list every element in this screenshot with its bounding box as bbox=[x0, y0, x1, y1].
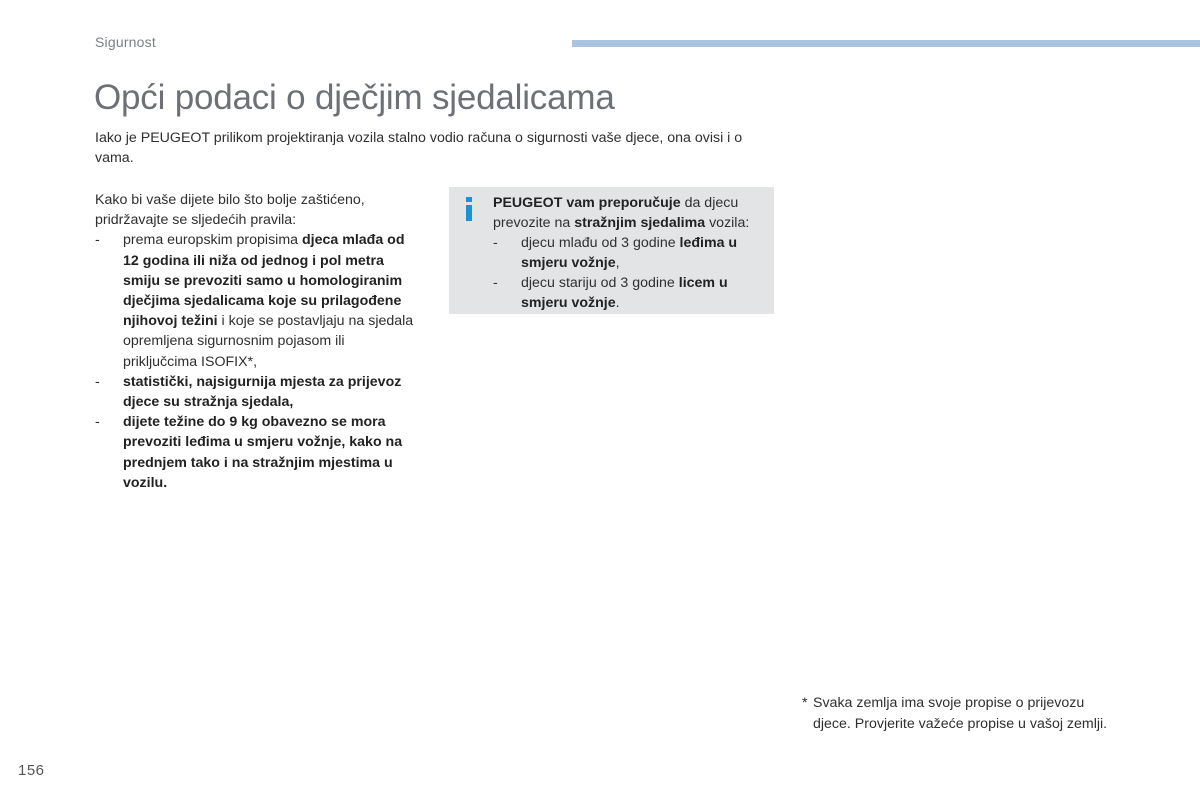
list-dash: - bbox=[95, 414, 100, 431]
info-icon bbox=[463, 197, 475, 221]
footnote bbox=[802, 693, 1122, 734]
item-bold-text: djeca mlađa od 12 godina ili niža od jednog i pol metra smiju se prevoziti samo u homologiranim dječjima sjedalicama koje su prilagođene njihovoj težini bbox=[123, 232, 405, 330]
info-box bbox=[449, 187, 774, 314]
item-text: prema europskim propisima bbox=[123, 232, 302, 249]
list-item bbox=[95, 372, 420, 412]
item-text: djecu mlađu od 3 godine bbox=[521, 235, 680, 251]
item-text: i koje se postavljaju na sjedala opremljena sigurnosnim pojasom ili priključcima ISOFIX*, bbox=[123, 313, 414, 370]
section-label: Sigurnost bbox=[95, 34, 156, 50]
list-dash: - bbox=[95, 373, 100, 390]
info-list bbox=[493, 233, 768, 313]
item-bold-text: leđima u smjeru vožnje bbox=[521, 235, 738, 271]
header-bar bbox=[572, 40, 1200, 47]
safety-rules-column bbox=[95, 190, 420, 493]
page-number: 156 bbox=[18, 762, 45, 779]
footnote-star: * bbox=[802, 695, 808, 711]
footnote-text: Svaka zemlja ima svoje propise o prijevozu djece. Provjerite važeće propise u vašoj zemlji. bbox=[813, 695, 1108, 732]
info-lead-mid: da djecu prevozite na bbox=[493, 195, 739, 231]
item-bold-text: licem u smjeru vožnje bbox=[521, 275, 728, 311]
list-item bbox=[95, 412, 420, 493]
info-lead-bold: PEUGEOT vam preporučuje bbox=[493, 195, 681, 211]
item-bold-text: dijete težine do 9 kg obavezno se mora prevoziti leđima u smjeru vožnje, kako na prednjem tako i na stražnjim mjestima u vozilu. bbox=[123, 414, 403, 491]
list-dash: - bbox=[493, 235, 498, 251]
intro-paragraph: Iako je PEUGEOT prilikom projektiranja vozila stalno vodio računa o sigurnosti vaše djece, ona ovisi i o vama. bbox=[95, 130, 743, 166]
item-text: . bbox=[615, 295, 620, 311]
info-text bbox=[493, 193, 768, 313]
list-dash: - bbox=[95, 232, 100, 249]
list-item bbox=[493, 273, 768, 313]
list-dash: - bbox=[493, 275, 498, 291]
rules-lead: Kako bi vaše dijete bilo što bolje zaštićeno, pridržavajte se sljedećih pravila: bbox=[95, 192, 365, 229]
page-title: Opći podaci o dječjim sjedalicama bbox=[94, 78, 615, 117]
info-lead-bold2: stražnjim sjedalima bbox=[574, 215, 706, 231]
list-item bbox=[95, 230, 420, 371]
info-lead bbox=[493, 193, 768, 233]
item-text: , bbox=[615, 255, 620, 271]
item-bold-text: statistički, najsigurnija mjesta za prijevoz djece su stražnja sjedala, bbox=[123, 373, 402, 411]
item-text: djecu stariju od 3 godine bbox=[521, 275, 679, 291]
info-lead-end: vozila: bbox=[705, 215, 750, 231]
list-item bbox=[493, 233, 768, 273]
rules-list bbox=[95, 230, 420, 493]
